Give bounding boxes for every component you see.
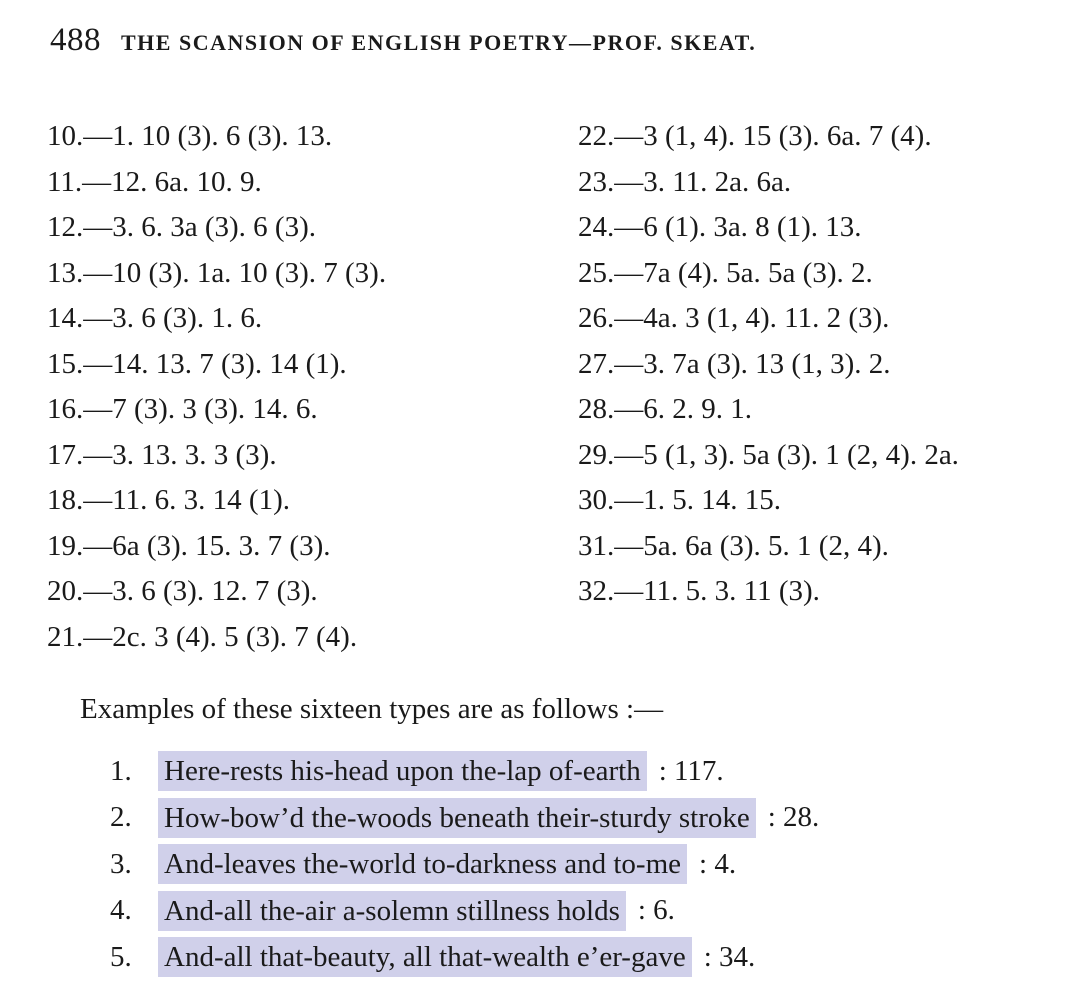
example-item (110, 748, 819, 795)
scansion-line: 30.—1. 5. 14. 15. (578, 484, 781, 516)
running-title: THE SCANSION OF ENGLISH POETRY—PROF. SKEAT. (121, 30, 757, 55)
scansion-line: 16.—7 (3). 3 (3). 14. 6. (47, 393, 318, 425)
highlighted-verse[interactable]: Here-rests his-head upon the-lap of-earth (158, 751, 647, 791)
scansion-line: 26.—4a. 3 (1, 4). 11. 2 (3). (578, 302, 890, 334)
example-item (110, 934, 819, 981)
scansion-line: 21.—2c. 3 (4). 5 (3). 7 (4). (47, 620, 358, 653)
scansion-line: 17.—3. 13. 3. 3 (3). (47, 438, 277, 471)
scansion-line: 25.—7a (4). 5a. 5a (3). 2. (578, 256, 873, 289)
scansion-line: 32.—11. 5. 3. 11 (3). (578, 575, 820, 607)
example-item (110, 795, 819, 842)
scansion-list-left (47, 114, 386, 660)
example-number: 1. (110, 754, 132, 787)
line-reference: : 28. (767, 801, 820, 834)
examples-intro: Examples of these sixteen types are as follows :— (80, 693, 664, 725)
page-header (50, 22, 756, 59)
page-number: 488 (50, 22, 101, 58)
example-item (110, 841, 819, 888)
highlighted-verse[interactable]: And-all that-beauty, all that-wealth e’er-gave (158, 937, 692, 977)
scansion-line: 10.—1. 10 (3). 6 (3). 13. (47, 120, 333, 152)
highlighted-verse[interactable]: And-all the-air a-solemn stillness holds (158, 891, 626, 931)
scansion-line: 15.—14. 13. 7 (3). 14 (1). (47, 347, 347, 380)
scansion-line: 28.—6. 2. 9. 1. (578, 393, 752, 425)
scansion-line: 24.—6 (1). 3a. 8 (1). 13. (578, 211, 862, 243)
highlighted-verse[interactable]: And-leaves the-world to-darkness and to-me (158, 844, 687, 884)
scansion-line: 23.—3. 11. 2a. 6a. (578, 165, 792, 198)
scansion-list-right (578, 114, 959, 615)
scansion-line: 31.—5a. 6a (3). 5. 1 (2, 4). (578, 529, 889, 562)
scansion-line: 13.—10 (3). 1a. 10 (3). 7 (3). (47, 256, 387, 289)
scansion-line: 18.—11. 6. 3. 14 (1). (47, 484, 290, 516)
example-number: 2. (110, 801, 132, 834)
examples-list (110, 748, 819, 981)
line-reference: : 34. (703, 940, 756, 973)
example-number: 3. (110, 847, 132, 880)
line-reference: : 117. (658, 754, 724, 787)
scansion-line: 11.—12. 6a. 10. 9. (47, 165, 262, 198)
example-number: 4. (110, 894, 132, 927)
line-reference: : 6. (637, 894, 675, 927)
line-reference: : 4. (699, 847, 737, 880)
scansion-line: 19.—6a (3). 15. 3. 7 (3). (47, 529, 331, 562)
example-number: 5. (110, 940, 132, 973)
scansion-line: 29.—5 (1, 3). 5a (3). 1 (2, 4). 2a. (578, 438, 959, 471)
scansion-line: 12.—3. 6. 3a (3). 6 (3). (47, 211, 317, 243)
highlighted-verse[interactable]: How-bow’d the-woods beneath their-sturdy stroke (158, 798, 756, 838)
scansion-line: 20.—3. 6 (3). 12. 7 (3). (47, 575, 318, 607)
scansion-line: 14.—3. 6 (3). 1. 6. (47, 302, 263, 334)
scansion-line: 27.—3. 7a (3). 13 (1, 3). 2. (578, 347, 891, 380)
example-item (110, 888, 819, 935)
scansion-line: 22.—3 (1, 4). 15 (3). 6a. 7 (4). (578, 120, 932, 152)
